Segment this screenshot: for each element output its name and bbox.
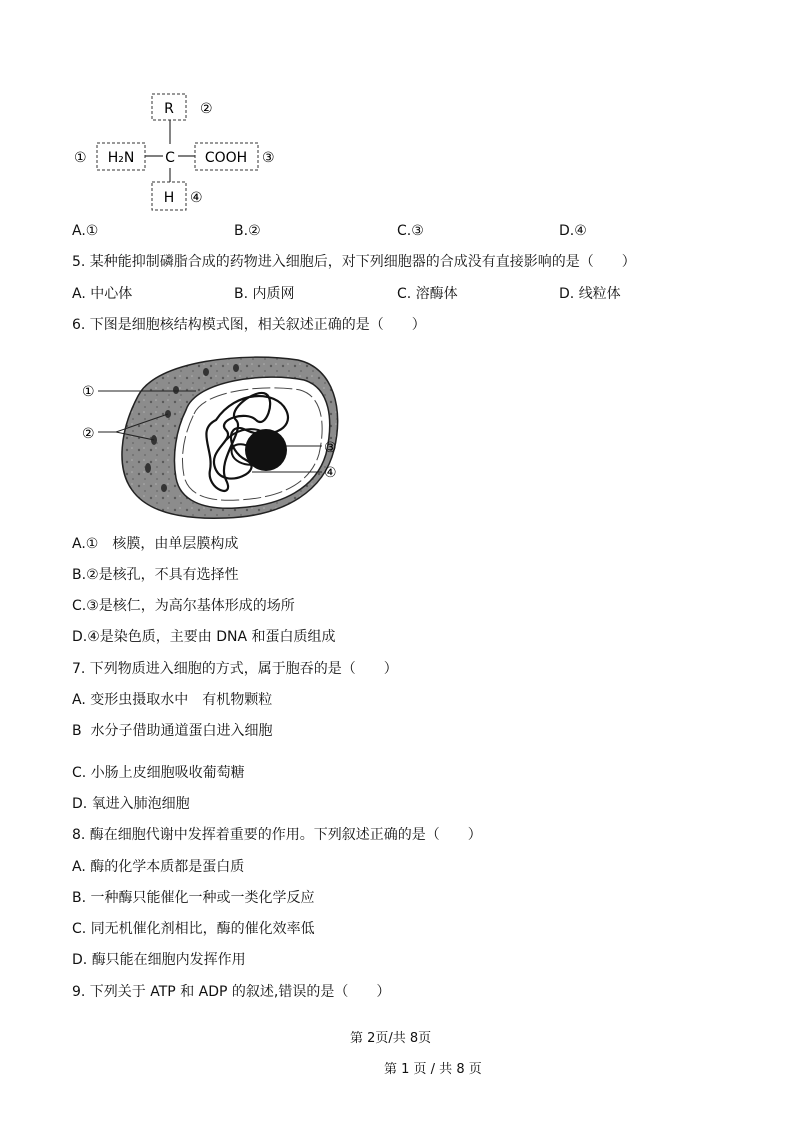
q6-stem: 6. 下图是细胞核结构模式图，相关叙述正确的是（ ）: [72, 317, 426, 333]
q8-option-c: C. 同无机催化剂相比，酶的催化效率低: [72, 921, 315, 937]
q7-option-c: C. 小肠上皮细胞吸收葡萄糖: [72, 765, 245, 781]
inner-page-number: 第 2页/共 8页: [350, 1031, 432, 1046]
figure-label-2: ②: [82, 426, 95, 442]
figure-label-4: ④: [324, 465, 337, 481]
q7-option-b: B 水分子借助通道蛋白进入细胞: [72, 723, 273, 739]
q5-option-b: B. 内质网: [234, 286, 295, 302]
q4-option-d: D.④: [559, 223, 587, 239]
nucleolus: [245, 429, 287, 471]
q6-option-d: D.④是染色质，主要由 DNA 和蛋白质组成: [72, 629, 336, 645]
amino-group-label: H₂N: [107, 150, 135, 166]
q5-option-d: D. 线粒体: [559, 286, 621, 302]
r-group-label: R: [164, 101, 174, 117]
q7-option-d: D. 氧进入肺泡细胞: [72, 796, 190, 812]
q5-stem: 5. 某种能抑制磷脂合成的药物进入细胞后，对下列细胞器的合成没有直接影响的是（ ）: [72, 254, 636, 270]
q6-option-c: C.③是核仁，为高尔基体形成的场所: [72, 598, 295, 614]
marker-1: ①: [74, 150, 87, 166]
q4-option-b: B.②: [234, 223, 261, 239]
q4-option-c: C.③: [397, 223, 424, 239]
marker-2: ②: [200, 101, 213, 117]
q7-option-a: A. 变形虫摄取水中 有机物颗粒: [72, 692, 273, 708]
outer-page-number: 第 1 页 / 共 8 页: [384, 1062, 482, 1077]
q6-option-b: B.②是核孔，不具有选择性: [72, 567, 239, 583]
q4-option-a: A.①: [72, 223, 99, 239]
marker-4: ④: [190, 190, 203, 206]
hydrogen-label: H: [163, 190, 175, 206]
q5-option-c: C. 溶酶体: [397, 286, 458, 302]
carboxyl-group-label: COOH: [204, 150, 248, 166]
q8-option-b: B. 一种酶只能催化一种或一类化学反应: [72, 890, 315, 906]
central-carbon-label: C: [165, 150, 175, 166]
marker-3: ③: [262, 150, 275, 166]
cell-nucleus-figure: [76, 350, 356, 520]
figure-label-3: ③: [324, 440, 337, 456]
q5-option-a: A. 中心体: [72, 286, 133, 302]
q8-option-d: D. 酶只能在细胞内发挥作用: [72, 952, 246, 968]
q7-stem: 7. 下列物质进入细胞的方式，属于胞吞的是（ ）: [72, 661, 398, 677]
q8-option-a: A. 酶的化学本质都是蛋白质: [72, 859, 245, 875]
amino-acid-structure-figure: [70, 88, 290, 214]
figure-label-1: ①: [82, 384, 95, 400]
q6-option-a: A.① 核膜，由单层膜构成: [72, 536, 239, 552]
q8-stem: 8. 酶在细胞代谢中发挥着重要的作用。下列叙述正确的是（ ）: [72, 827, 482, 843]
q9-stem: 9. 下列关于 ATP 和 ADP 的叙述,错误的是（ ）: [72, 984, 391, 1000]
